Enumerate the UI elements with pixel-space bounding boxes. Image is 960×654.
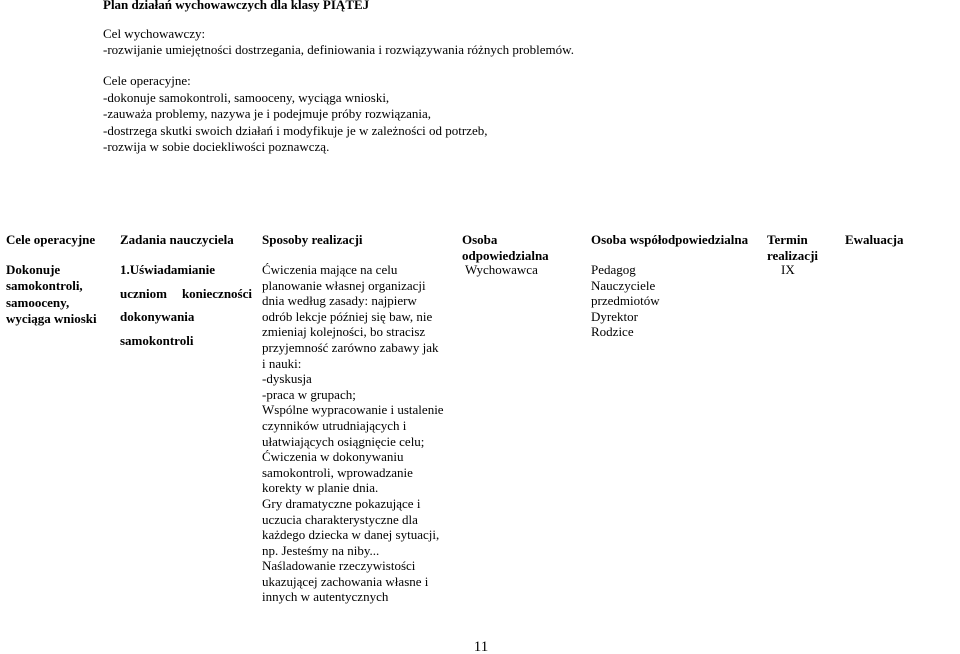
cell-line: zmieniaj kolejności, bo stracisz bbox=[262, 324, 426, 340]
page-number: 11 bbox=[473, 639, 489, 654]
cell-line: Wspólne wypracowanie i ustalenie bbox=[262, 402, 444, 418]
cell-line: dnia według zasady: najpierw bbox=[262, 293, 417, 309]
cell-line: np. Jesteśmy na niby... bbox=[262, 542, 380, 558]
cell-line: czynników utrudniających i bbox=[262, 417, 407, 433]
cell-line: Gry dramatyczne pokazujące i bbox=[262, 495, 421, 511]
cell-line: samokontroli, bbox=[6, 278, 83, 294]
cell-line: Nauczyciele bbox=[591, 277, 656, 293]
cell-line: Ćwiczenia w dokonywaniu bbox=[262, 449, 404, 465]
objective-item: -dostrzega skutki swoich działań i modyfikuje je w zależności od potrzeb, bbox=[103, 122, 488, 138]
cell-line: Pedagog bbox=[591, 262, 636, 277]
cell-evaluation bbox=[845, 262, 954, 605]
cell-line: Dyrektor bbox=[591, 308, 638, 324]
objective-item: -dokonuje samokontroli, samooceny, wyciąga wnioski, bbox=[103, 89, 390, 105]
document-title: Plan działań wychowawczych dla klasy PIĄTEJ bbox=[103, 0, 370, 12]
cell-line: Dokonuje bbox=[6, 262, 61, 277]
cell-line: uczniom konieczności bbox=[120, 285, 252, 301]
cell-line: uczucia charakterystyczne dla bbox=[262, 511, 418, 527]
cell-line: korekty w planie dnia. bbox=[262, 480, 379, 496]
cell-line: przyjemność zarówno zabawy jak bbox=[262, 339, 439, 355]
cell-line: samooceny, bbox=[6, 294, 70, 310]
cell-line: innych w autentycznych bbox=[262, 589, 389, 605]
cell-line: Naśladowanie rzeczywistości bbox=[262, 558, 416, 574]
cell-line: 1.Uświadamianie bbox=[120, 262, 215, 277]
cell-objective bbox=[6, 262, 120, 605]
header-sposoby-realizacji: Sposoby realizacji bbox=[262, 232, 363, 247]
goal-heading: Cel wychowawczy: bbox=[103, 26, 206, 41]
cell-methods bbox=[262, 262, 462, 605]
goal-section bbox=[103, 26, 574, 58]
cell-line: samokontroli, wprowadzanie bbox=[262, 464, 413, 480]
header-ewaluacja: Ewaluacja bbox=[845, 232, 904, 247]
cell-line: -praca w grupach; bbox=[262, 386, 356, 402]
cell-line: ukazującej zachowania własne i bbox=[262, 573, 429, 589]
objective-item: -rozwija w sobie dociekliwości poznawczą. bbox=[103, 139, 330, 154]
cell-line: Ćwiczenia mające na celu bbox=[262, 262, 398, 277]
cell-line: ułatwiających osiągnięcie celu; bbox=[262, 433, 425, 449]
objectives-heading: Cele operacyjne: bbox=[103, 73, 191, 88]
cell-deadline bbox=[767, 262, 845, 605]
header-osoba-wspolodpowiedzialna: Osoba współodpowiedzialna bbox=[591, 232, 749, 247]
cell-line: IX bbox=[781, 262, 795, 277]
cell-line: samokontroli bbox=[120, 332, 194, 348]
cell-line: dokonywania bbox=[120, 309, 195, 325]
cell-teacher-tasks bbox=[120, 258, 262, 605]
cell-line: Wychowawca bbox=[465, 262, 538, 277]
goal-text: -rozwijanie umiejętności dostrzegania, definiowania i rozwiązywania różnych problemów. bbox=[103, 42, 574, 57]
objectives-section bbox=[103, 73, 487, 156]
cell-line: każdego dziecka w danej sytuacji, bbox=[262, 527, 440, 543]
cell-line: odrób lekcje później się baw, nie bbox=[262, 308, 433, 324]
cell-line: planowanie własnej organizacji bbox=[262, 277, 426, 293]
table-row bbox=[6, 262, 954, 605]
plan-table bbox=[6, 232, 954, 605]
cell-line: wyciąga wnioski bbox=[6, 310, 97, 326]
header-zadania-nauczyciela: Zadania nauczyciela bbox=[120, 232, 234, 247]
cell-line: i nauki: bbox=[262, 355, 302, 371]
cell-responsible bbox=[462, 262, 591, 605]
objective-item: -zauważa problemy, nazywa je i podejmuje próby rozwiązania, bbox=[103, 106, 431, 121]
header-osoba-odpowiedzialna: Osoba odpowiedzialna bbox=[462, 232, 549, 263]
header-cele-operacyjne: Cele operacyjne bbox=[6, 232, 96, 247]
cell-line: przedmiotów bbox=[591, 293, 660, 309]
cell-co-responsible bbox=[591, 262, 767, 605]
cell-line: Rodzice bbox=[591, 324, 634, 340]
header-termin-realizacji: Termin realizacji bbox=[767, 232, 819, 263]
cell-line: -dyskusja bbox=[262, 371, 312, 387]
